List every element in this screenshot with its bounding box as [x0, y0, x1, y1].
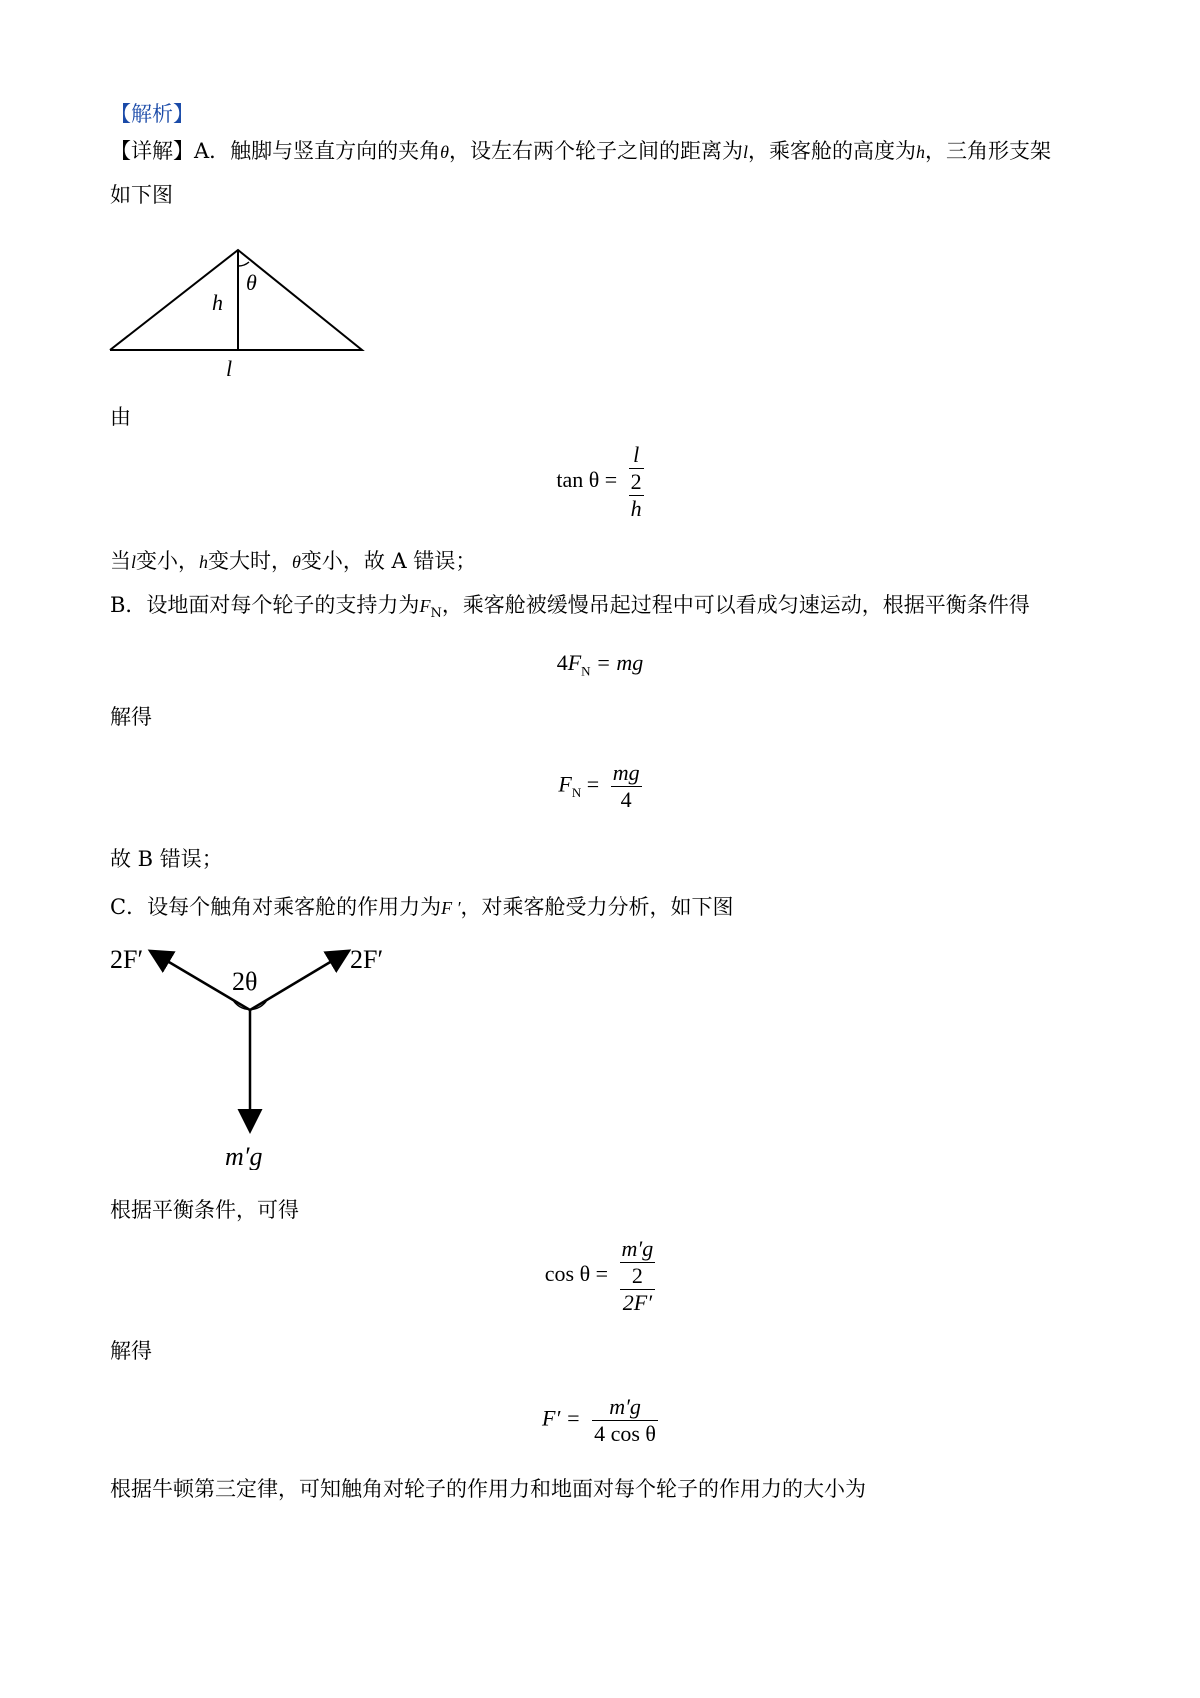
denominator: 2 [630, 469, 642, 494]
h-symbol: h [916, 142, 926, 162]
theta-symbol: θ [292, 552, 301, 572]
left-force-label: 2F′ [110, 945, 144, 974]
paragraph-solve-2: 解得 [110, 1339, 152, 1363]
triangle-diagram [100, 240, 380, 380]
denominator: 2F′ [622, 1290, 653, 1315]
equation-tan [0, 442, 1200, 522]
text: ，三角形支架 [925, 139, 1052, 163]
eq-lhs: tan θ = [556, 467, 618, 493]
denominator: 4 [620, 787, 632, 812]
text: ，乘客舱被缓慢吊起过程中可以看成匀速运动，根据平衡条件得 [441, 593, 1030, 617]
force-diagram [100, 940, 420, 1170]
numerator: mg [612, 760, 640, 785]
paragraph-detail-a-cont: 如下图 [110, 183, 173, 207]
f-symbol: F [419, 596, 431, 616]
f-prime-symbol: F ′ [441, 898, 461, 918]
text: 变大时， [208, 549, 293, 573]
section-heading: 【解析】 [110, 102, 194, 126]
text: ，对乘客舱受力分析，如下图 [460, 895, 734, 919]
eq-lhs: cos θ = [544, 1261, 609, 1287]
fraction [611, 760, 642, 813]
right-force-arrow [250, 952, 347, 1010]
paragraph-balance: 根据平衡条件，可得 [110, 1198, 299, 1222]
h-symbol: h [199, 552, 209, 572]
numerator: m′g [609, 1394, 641, 1419]
denominator: 2 [631, 1263, 643, 1288]
inner-fraction [629, 442, 644, 495]
text: 变小， [136, 549, 200, 573]
paragraph-c [110, 893, 734, 922]
paragraph-b [110, 591, 1030, 628]
numerator: m′g [621, 1236, 654, 1261]
denominator: h [630, 496, 642, 521]
l-label: l [226, 356, 233, 380]
fraction [629, 442, 644, 522]
equation-fn [0, 760, 1200, 813]
coefficient: 4 [556, 650, 568, 675]
theta-symbol: θ [440, 142, 450, 162]
denominator: 4 cos θ [594, 1421, 656, 1446]
angle-arc [233, 1000, 267, 1009]
eq-rhs: = mg [596, 650, 644, 675]
text: 【详解】A．触脚与竖直方向的夹角 [110, 139, 441, 163]
inner-fraction [620, 1236, 656, 1289]
l-symbol: l [743, 142, 749, 162]
paragraph-conclusion-a [110, 547, 476, 576]
paragraph-detail-a [110, 137, 1051, 166]
paragraph-solve-1: 解得 [110, 705, 152, 729]
subscript: N [430, 606, 442, 622]
l-symbol: l [131, 552, 137, 572]
subscript: N [581, 663, 591, 679]
text: 当 [110, 549, 131, 573]
eq-lhs: F′ = [542, 1405, 581, 1431]
numerator: l [633, 442, 640, 467]
right-force-label: 2F′ [350, 945, 384, 974]
paragraph-from: 由 [110, 405, 131, 429]
equals: = [586, 771, 600, 797]
paragraph-newton: 根据牛顿第三定律，可知触角对轮子的作用力和地面对每个轮子的作用力的大小为 [110, 1477, 866, 1501]
angle-label: 2θ [232, 967, 258, 996]
gravity-label: m′g [225, 1142, 263, 1170]
paragraph-conclusion-b: 故 B 错误； [110, 847, 223, 871]
f-symbol: F [558, 771, 572, 797]
text: 变小，故 A 错误； [300, 549, 477, 573]
f-symbol: F [567, 650, 582, 675]
text: ，乘客舱的高度为 [748, 139, 917, 163]
text: ，设左右两个轮子之间的距离为 [449, 139, 744, 163]
equation-f-prime [0, 1394, 1200, 1447]
text: C．设每个触角对乘客舱的作用力为 [110, 895, 442, 919]
angle-arc [238, 262, 249, 266]
h-label: h [212, 290, 223, 315]
text: B．设地面对每个轮子的支持力为 [110, 593, 420, 617]
fraction [592, 1394, 658, 1447]
theta-label: θ [246, 270, 257, 295]
subscript: N [571, 784, 582, 800]
fraction [620, 1236, 656, 1316]
equation-balance [0, 650, 1200, 679]
equation-cos [0, 1236, 1200, 1316]
